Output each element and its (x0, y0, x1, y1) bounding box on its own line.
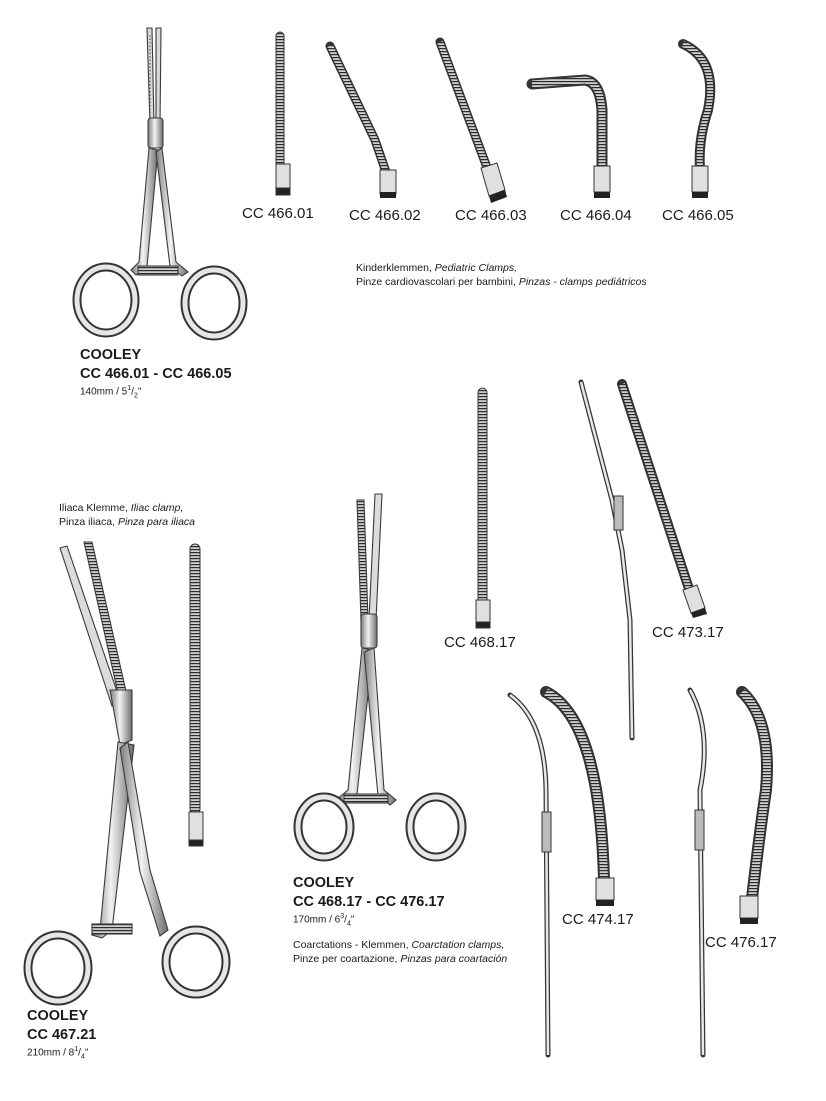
jaw-468-17 (476, 388, 490, 628)
coarctation-cooley-clamp (298, 494, 462, 857)
jaw-466-02 (330, 46, 396, 198)
coarctation-caption-de: Coarctations - Klemmen, (293, 939, 412, 951)
iliac-caption (59, 501, 195, 529)
coarctation-size: $170mm / 6^3/_4$" (293, 913, 355, 928)
pediatric-caption (356, 261, 647, 289)
code-466-04: CC 466.04 (560, 207, 632, 224)
iliac-size: $210mm / 8^1/_4$" (27, 1046, 89, 1061)
code-468-17: CC 468.17 (444, 634, 516, 651)
iliac-caption-de: Iliaca Klemme, (59, 502, 131, 514)
code-473-17: CC 473.17 (652, 624, 724, 641)
jaw-466-03 (440, 42, 507, 203)
jaw-466-05 (683, 44, 710, 198)
iliac-caption-it: Pinza iliaca, (59, 516, 118, 528)
iliac-range: CC 467.21 (27, 1027, 97, 1043)
code-466-05: CC 466.05 (662, 207, 734, 224)
coarctation-caption-it: Pinze per coartazione, (293, 953, 401, 965)
jaw-474-17 (510, 692, 614, 1055)
jaw-467-21 (189, 544, 203, 846)
code-466-01: CC 466.01 (242, 205, 314, 222)
coarctation-name: COOLEY (293, 875, 355, 891)
code-466-03: CC 466.03 (455, 207, 527, 224)
coarctation-caption-es: Pinzas para coartación (400, 953, 508, 965)
pediatric-label (80, 346, 232, 399)
iliac-caption-en: Iliac clamp, (130, 502, 184, 514)
jaw-466-01 (276, 32, 290, 195)
jaw-476-17 (690, 690, 767, 1055)
coarctation-label (293, 874, 445, 927)
pediatric-cooley-clamp (77, 28, 243, 336)
pediatric-caption-en: Pediatric Clamps, (434, 262, 518, 274)
jaw-473-17 (581, 382, 707, 738)
coarctation-range: CC 468.17 - CC 476.17 (293, 894, 445, 910)
pediatric-name: COOLEY (80, 347, 142, 363)
coarctation-caption-en: Coarctation clamps, (411, 939, 505, 951)
pediatric-caption-it: Pinze cardiovascolari per bambini, (356, 276, 519, 288)
iliac-caption-es: Pinza para iliaca (117, 516, 195, 528)
iliac-name: COOLEY (27, 1008, 89, 1024)
code-476-17: CC 476.17 (705, 934, 777, 951)
jaw-466-04 (532, 80, 610, 198)
pediatric-range: CC 466.01 - CC 466.05 (80, 366, 232, 382)
pediatric-caption-es: Pinzas - clamps pediátricos (518, 276, 647, 288)
code-466-02: CC 466.02 (349, 207, 421, 224)
pediatric-caption-de: Kinderklemmen, (356, 262, 435, 274)
iliac-label (27, 1007, 96, 1060)
pediatric-size: $140mm / 5^1/_2$" (80, 385, 142, 400)
coarctation-caption (293, 938, 507, 966)
code-474-17: CC 474.17 (562, 911, 634, 928)
